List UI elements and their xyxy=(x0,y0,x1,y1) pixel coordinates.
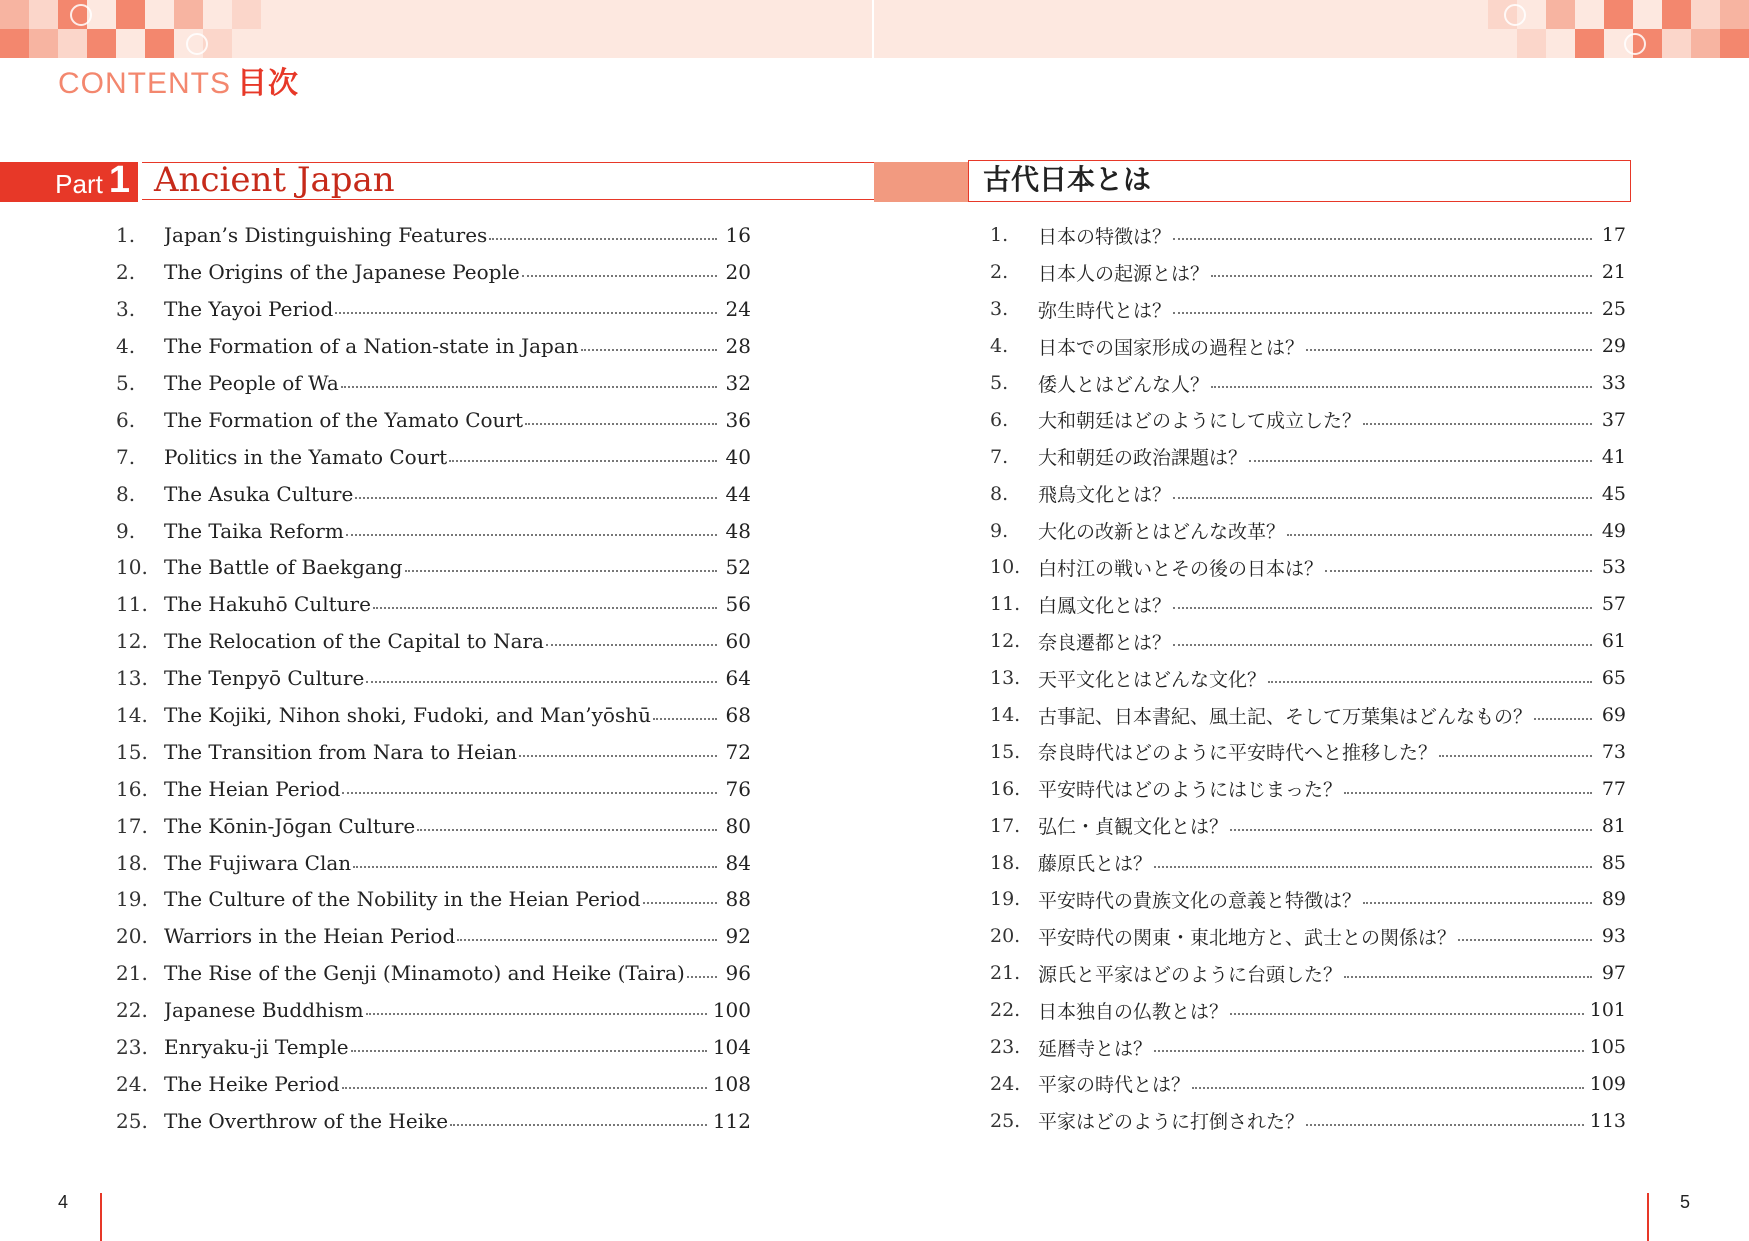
dot-leader xyxy=(1173,497,1592,499)
toc-entry-page: 32 xyxy=(725,371,751,395)
knot-motif-icon xyxy=(186,33,208,55)
toc-entry[interactable] xyxy=(116,291,751,328)
dot-leader xyxy=(1154,1050,1584,1052)
contents-label: CONTENTS xyxy=(58,67,231,100)
band-divider xyxy=(872,0,874,58)
toc-entry-title: 奈良遷都とは？ xyxy=(1038,631,1172,654)
toc-entry-page: 68 xyxy=(725,703,751,728)
toc-entry-title: 白村江の戦いとその後の日本は？ xyxy=(1038,557,1324,580)
toc-entry-title: The Heian Period xyxy=(164,776,341,801)
dot-leader xyxy=(581,349,717,351)
toc-entry-number: 23. xyxy=(116,1035,148,1060)
toc-entry[interactable] xyxy=(990,955,1626,992)
toc-entry-page: 97 xyxy=(1601,962,1626,985)
knot-motif-icon xyxy=(1624,33,1646,55)
dot-leader xyxy=(1211,275,1592,277)
toc-entry-title: Politics in the Yamato Court xyxy=(164,444,448,469)
toc-entry-page: 21 xyxy=(1601,261,1626,284)
toc-entry-page: 28 xyxy=(725,334,751,359)
toc-entry-number: 8. xyxy=(990,482,1009,505)
toc-entry-title: 藤原氏とは？ xyxy=(1038,853,1153,876)
toc-entry-number: 14. xyxy=(990,704,1021,727)
toc-entry-title: 源氏と平家はどのように台頭した？ xyxy=(1038,963,1343,986)
toc-entry-page: 61 xyxy=(1601,630,1626,653)
toc-entry-page: 29 xyxy=(1601,335,1626,358)
toc-entry-title: 平安時代はどのようにはじまった？ xyxy=(1038,779,1343,802)
toc-entry-title: Warriors in the Heian Period xyxy=(164,924,456,949)
toc-entry-number: 11. xyxy=(116,592,148,617)
toc-entry-number: 5. xyxy=(990,372,1009,394)
toc-entry[interactable] xyxy=(116,512,751,549)
toc-entry-title: 平家の時代とは？ xyxy=(1038,1074,1191,1097)
toc-entry-title: 奈良時代はどのように平安時代へと推移した？ xyxy=(1038,742,1438,765)
toc-entry-number: 20. xyxy=(116,924,148,949)
toc-entry[interactable] xyxy=(116,586,751,623)
toc-entry-number: 21. xyxy=(990,962,1021,985)
toc-entry[interactable] xyxy=(990,365,1626,402)
dot-leader xyxy=(449,460,717,462)
dot-leader xyxy=(1211,386,1592,388)
toc-entry-page: 20 xyxy=(725,260,751,285)
toc-entry-number: 1. xyxy=(990,224,1009,247)
dot-leader xyxy=(1173,238,1592,240)
toc-entry-number: 1. xyxy=(116,223,136,248)
toc-entry[interactable] xyxy=(116,475,751,512)
toc-entry-title: Enryaku-ji Temple xyxy=(164,1035,349,1060)
toc-entry-title: 大和朝廷の政治課題は？ xyxy=(1038,447,1248,470)
toc-entry-title: 古事記、日本書紀、風土記、そして万葉集はどんなもの？ xyxy=(1038,705,1533,728)
toc-entry-title: 平安時代の関東・東北地方と、武士との関係は？ xyxy=(1038,926,1457,949)
toc-entry-number: 20. xyxy=(990,925,1021,948)
toc-entry[interactable] xyxy=(116,328,751,365)
toc-entry[interactable] xyxy=(116,733,751,770)
dot-leader xyxy=(653,718,717,720)
toc-entry[interactable] xyxy=(990,1102,1626,1139)
toc-entry-page: 100 xyxy=(712,998,751,1023)
toc-entry[interactable] xyxy=(990,291,1626,328)
toc-entry-page: 112 xyxy=(712,1108,751,1133)
dot-leader xyxy=(1439,755,1592,757)
toc-entry[interactable] xyxy=(990,586,1626,623)
toc-entry[interactable] xyxy=(116,217,751,254)
dot-leader xyxy=(457,939,717,941)
dot-leader xyxy=(1287,534,1592,536)
toc-entry-page: 105 xyxy=(1589,1036,1626,1059)
dot-leader xyxy=(1344,792,1592,794)
toc-entry-number: 9. xyxy=(990,519,1009,542)
toc-entry[interactable] xyxy=(990,475,1626,512)
dot-leader xyxy=(450,1124,707,1126)
toc-entry[interactable] xyxy=(990,1029,1626,1066)
toc-entry[interactable] xyxy=(990,770,1626,807)
toc-entry-page: 64 xyxy=(725,666,751,691)
top-decorative-band xyxy=(0,0,1749,58)
toc-entry-title: 大和朝廷はどのようにして成立した？ xyxy=(1038,410,1362,433)
toc-entry-page: 84 xyxy=(725,850,751,875)
toc-entry[interactable] xyxy=(116,1065,751,1102)
toc-entry-page: 73 xyxy=(1601,740,1626,763)
toc-entry-title: The Kojiki, Nihon shoki, Fudoki, and Man’yōshū xyxy=(164,703,651,728)
toc-entry-page: 49 xyxy=(1601,519,1626,542)
toc-entry-title: The Tenpyō Culture xyxy=(164,666,365,691)
toc-entry[interactable] xyxy=(990,844,1626,881)
toc-entry-number: 11. xyxy=(990,593,1021,616)
toc-entry[interactable] xyxy=(990,1065,1626,1102)
toc-entry-number: 15. xyxy=(990,740,1021,763)
toc-entry-page: 60 xyxy=(725,629,751,654)
toc-entry-page: 69 xyxy=(1601,704,1626,727)
toc-entry[interactable] xyxy=(116,1102,751,1139)
toc-entry[interactable] xyxy=(116,623,751,660)
toc-entry-title: The Taika Reform xyxy=(164,518,344,543)
dot-leader xyxy=(346,534,717,536)
knot-motif-icon xyxy=(1504,4,1526,26)
page-number-right: 5 xyxy=(1680,1192,1691,1212)
dot-leader xyxy=(1154,866,1592,868)
toc-entry-number: 9. xyxy=(116,518,136,543)
page-number-left: 4 xyxy=(58,1192,69,1212)
toc-entry-number: 14. xyxy=(116,703,148,728)
toc-entry[interactable] xyxy=(990,881,1626,918)
toc-entry-page: 41 xyxy=(1601,445,1626,468)
toc-list-japanese xyxy=(990,217,1626,1139)
toc-entry-title: The People of Wa xyxy=(164,371,339,395)
toc-entry[interactable] xyxy=(990,254,1626,291)
toc-entry[interactable] xyxy=(116,697,751,734)
toc-entry[interactable] xyxy=(116,955,751,992)
dot-leader xyxy=(1363,423,1592,425)
toc-entry-title: 弘仁・貞観文化とは？ xyxy=(1038,816,1229,839)
dot-leader xyxy=(1363,902,1592,904)
toc-entry-number: 23. xyxy=(990,1036,1021,1059)
dot-leader xyxy=(1306,1124,1584,1126)
toc-entry-number: 16. xyxy=(116,776,148,801)
toc-entry-page: 92 xyxy=(725,924,751,949)
toc-entry-page: 17 xyxy=(1601,224,1626,247)
toc-entry-number: 17. xyxy=(116,813,148,838)
toc-entry[interactable] xyxy=(990,401,1626,438)
dot-leader xyxy=(546,644,717,646)
toc-entry-page: 104 xyxy=(712,1035,751,1060)
dot-leader xyxy=(1344,976,1592,978)
dot-leader xyxy=(1325,570,1592,572)
dot-leader xyxy=(366,681,717,683)
toc-entry-number: 3. xyxy=(116,297,136,322)
toc-entry[interactable] xyxy=(990,217,1626,254)
toc-entry-title: The Yayoi Period xyxy=(164,297,334,322)
toc-entry-page: 113 xyxy=(1589,1109,1626,1132)
toc-entry-title: The Kōnin-Jōgan Culture xyxy=(164,813,416,838)
toc-entry[interactable] xyxy=(990,660,1626,697)
dot-leader xyxy=(525,423,717,425)
toc-entry[interactable] xyxy=(116,254,751,291)
toc-entry-number: 5. xyxy=(116,371,136,395)
toc-entry-page: 96 xyxy=(725,961,751,986)
toc-entry-page: 48 xyxy=(725,518,751,543)
dot-leader xyxy=(687,976,717,978)
dot-leader xyxy=(335,312,717,314)
toc-entry[interactable] xyxy=(116,365,751,402)
toc-entry-page: 24 xyxy=(725,297,751,322)
toc-entry-number: 3. xyxy=(990,298,1009,321)
toc-entry-page: 53 xyxy=(1601,556,1626,579)
toc-entry[interactable] xyxy=(116,770,751,807)
toc-entry-page: 57 xyxy=(1601,593,1626,616)
toc-entry[interactable] xyxy=(990,438,1626,475)
toc-entry-title: The Battle of Baekgang xyxy=(164,555,403,580)
page-rule-right xyxy=(1647,1193,1649,1241)
toc-entry[interactable] xyxy=(116,1029,751,1066)
toc-entry-title: The Rise of the Genji (Minamoto) and Heike (Taira) xyxy=(164,961,685,986)
toc-entry-number: 22. xyxy=(990,999,1021,1022)
toc-list-english xyxy=(116,217,751,1139)
dot-leader xyxy=(1192,1087,1584,1089)
toc-entry-page: 76 xyxy=(725,776,751,801)
dot-leader xyxy=(1268,681,1592,683)
toc-entry-page: 72 xyxy=(725,739,751,764)
toc-entry-page: 36 xyxy=(725,407,751,432)
toc-entry-number: 6. xyxy=(116,407,136,432)
toc-entry-number: 10. xyxy=(990,556,1021,579)
toc-entry-title: 日本での国家形成の過程とは？ xyxy=(1038,336,1305,359)
toc-entry-page: 101 xyxy=(1589,999,1626,1022)
toc-entry[interactable] xyxy=(116,438,751,475)
toc-entry-page: 33 xyxy=(1601,372,1626,394)
toc-entry-page: 16 xyxy=(725,223,751,248)
toc-entry-page: 93 xyxy=(1601,925,1626,948)
checker-pattern-right xyxy=(1488,0,1749,58)
dot-leader xyxy=(1230,829,1592,831)
toc-entry-number: 25. xyxy=(116,1108,148,1133)
part-number: 1 xyxy=(108,159,130,201)
dot-leader xyxy=(1173,607,1592,609)
toc-entry-title: 日本の特徴は？ xyxy=(1038,225,1172,248)
page-rule-left xyxy=(100,1193,102,1241)
dot-leader xyxy=(1173,644,1592,646)
toc-entry-page: 65 xyxy=(1601,667,1626,690)
toc-entry-title: The Transition from Nara to Heian xyxy=(164,739,517,764)
toc-entry-number: 2. xyxy=(990,261,1009,284)
toc-entry-number: 24. xyxy=(116,1071,148,1096)
toc-entry-page: 40 xyxy=(725,444,751,469)
toc-entry-number: 18. xyxy=(116,850,148,875)
toc-entry-number: 4. xyxy=(990,335,1009,358)
toc-entry-number: 8. xyxy=(116,481,136,506)
toc-entry-number: 12. xyxy=(990,630,1021,653)
toc-entry[interactable] xyxy=(990,733,1626,770)
toc-entry-title: 弥生時代とは？ xyxy=(1038,299,1172,322)
toc-entry-page: 77 xyxy=(1601,777,1626,800)
dot-leader xyxy=(489,238,717,240)
dot-leader xyxy=(1458,939,1592,941)
dot-leader xyxy=(522,275,717,277)
toc-entry-number: 19. xyxy=(116,887,148,912)
toc-entry-title: 飛鳥文化とは？ xyxy=(1038,484,1172,507)
toc-entry[interactable] xyxy=(116,401,751,438)
toc-entry-number: 4. xyxy=(116,334,136,359)
toc-entry[interactable] xyxy=(116,807,751,844)
toc-entry-number: 19. xyxy=(990,888,1021,911)
toc-entry[interactable] xyxy=(990,697,1626,734)
dot-leader xyxy=(1249,460,1592,462)
toc-entry-title: Japan’s Distinguishing Features xyxy=(164,223,488,248)
toc-entry-number: 2. xyxy=(116,260,136,285)
toc-entry-page: 44 xyxy=(725,481,751,506)
toc-entry-title: Japanese Buddhism xyxy=(164,998,364,1023)
contents-heading xyxy=(58,58,299,102)
toc-entry-page: 81 xyxy=(1601,814,1626,837)
toc-entry-title: The Formation of the Yamato Court xyxy=(164,407,524,432)
toc-entry-title: 延暦寺とは？ xyxy=(1038,1037,1153,1060)
toc-entry-page: 85 xyxy=(1601,851,1626,874)
toc-entry-title: 平家はどのように打倒された？ xyxy=(1038,1111,1305,1134)
toc-entry-number: 24. xyxy=(990,1072,1021,1095)
toc-entry-title: 白鳳文化とは？ xyxy=(1038,594,1172,617)
toc-entry-number: 6. xyxy=(990,408,1009,431)
toc-entry-title: The Culture of the Nobility in the Heian Period xyxy=(164,887,641,912)
toc-entry[interactable] xyxy=(990,918,1626,955)
part-word: Part xyxy=(55,169,103,199)
toc-entry-page: 109 xyxy=(1589,1072,1626,1095)
dot-leader xyxy=(341,386,717,388)
part-header-block xyxy=(874,162,968,202)
dot-leader xyxy=(405,570,718,572)
toc-entry-title: 日本人の起源とは？ xyxy=(1038,262,1210,285)
toc-entry-title: 天平文化とはどんな文化？ xyxy=(1038,668,1267,691)
contents-label-jp: 目次 xyxy=(237,67,299,100)
part-label xyxy=(0,159,138,202)
toc-entry-number: 12. xyxy=(116,629,148,654)
toc-entry-title: 平安時代の貴族文化の意義と特徴は？ xyxy=(1038,889,1362,912)
toc-entry-title: The Heike Period xyxy=(164,1071,340,1096)
toc-entry[interactable] xyxy=(990,328,1626,365)
toc-entry-number: 15. xyxy=(116,739,148,764)
toc-entry-title: The Formation of a Nation-state in Japan xyxy=(164,334,579,359)
toc-entry-title: The Fujiwara Clan xyxy=(164,850,352,875)
toc-entry-number: 13. xyxy=(990,667,1021,690)
dot-leader xyxy=(1306,349,1592,351)
toc-entry[interactable] xyxy=(116,660,751,697)
toc-entry-page: 25 xyxy=(1601,298,1626,321)
toc-entry[interactable] xyxy=(116,992,751,1029)
toc-entry-title: 倭人とはどんな人？ xyxy=(1038,373,1210,396)
dot-leader xyxy=(355,497,717,499)
toc-entry-number: 16. xyxy=(990,777,1021,800)
toc-entry-page: 52 xyxy=(725,555,751,580)
toc-entry[interactable] xyxy=(990,992,1626,1029)
toc-entry[interactable] xyxy=(116,918,751,955)
knot-motif-icon xyxy=(70,4,92,26)
toc-entry-title: The Overthrow of the Heike xyxy=(164,1108,449,1133)
toc-entry-number: 7. xyxy=(990,445,1009,468)
toc-entry[interactable] xyxy=(990,623,1626,660)
dot-leader xyxy=(519,755,717,757)
toc-entry[interactable] xyxy=(990,512,1626,549)
part-title-en: Ancient Japan xyxy=(142,162,874,200)
toc-entry[interactable] xyxy=(116,549,751,586)
toc-entry-page: 89 xyxy=(1601,888,1626,911)
toc-entry-title: The Hakuhō Culture xyxy=(164,592,371,617)
part-title-jp: 古代日本とは xyxy=(968,160,1631,202)
toc-entry-title: The Relocation of the Capital to Nara xyxy=(164,629,544,654)
toc-entry-number: 7. xyxy=(116,444,136,469)
checker-pattern-left xyxy=(0,0,261,58)
toc-entry-page: 45 xyxy=(1601,482,1626,505)
toc-entry-title: 日本独自の仏教とは？ xyxy=(1038,1000,1229,1023)
dot-leader xyxy=(366,1013,707,1015)
toc-entry-number: 22. xyxy=(116,998,148,1023)
toc-entry-number: 18. xyxy=(990,851,1021,874)
toc-entry-title: The Origins of the Japanese People xyxy=(164,260,520,285)
dot-leader xyxy=(1230,1013,1584,1015)
dot-leader xyxy=(342,1087,707,1089)
dot-leader xyxy=(353,866,717,868)
dot-leader xyxy=(1173,312,1592,314)
toc-entry-number: 10. xyxy=(116,555,148,580)
toc-entry-number: 25. xyxy=(990,1109,1021,1132)
toc-entry-page: 88 xyxy=(725,887,751,912)
toc-entry-page: 37 xyxy=(1601,408,1626,431)
dot-leader xyxy=(643,902,717,904)
dot-leader xyxy=(1534,718,1592,720)
toc-entry-number: 13. xyxy=(116,666,148,691)
toc-entry-title: The Asuka Culture xyxy=(164,481,354,506)
toc-entry-title: 大化の改新とはどんな改革？ xyxy=(1038,521,1286,544)
dot-leader xyxy=(373,607,717,609)
toc-entry[interactable] xyxy=(990,807,1626,844)
toc-entry-number: 21. xyxy=(116,961,148,986)
toc-entry[interactable] xyxy=(116,844,751,881)
dot-leader xyxy=(342,792,717,794)
toc-entry-page: 80 xyxy=(725,813,751,838)
dot-leader xyxy=(351,1050,707,1052)
toc-entry-number: 17. xyxy=(990,814,1021,837)
dot-leader xyxy=(417,829,717,831)
toc-entry[interactable] xyxy=(116,881,751,918)
toc-entry-page: 108 xyxy=(712,1071,751,1096)
toc-entry[interactable] xyxy=(990,549,1626,586)
toc-entry-page: 56 xyxy=(725,592,751,617)
